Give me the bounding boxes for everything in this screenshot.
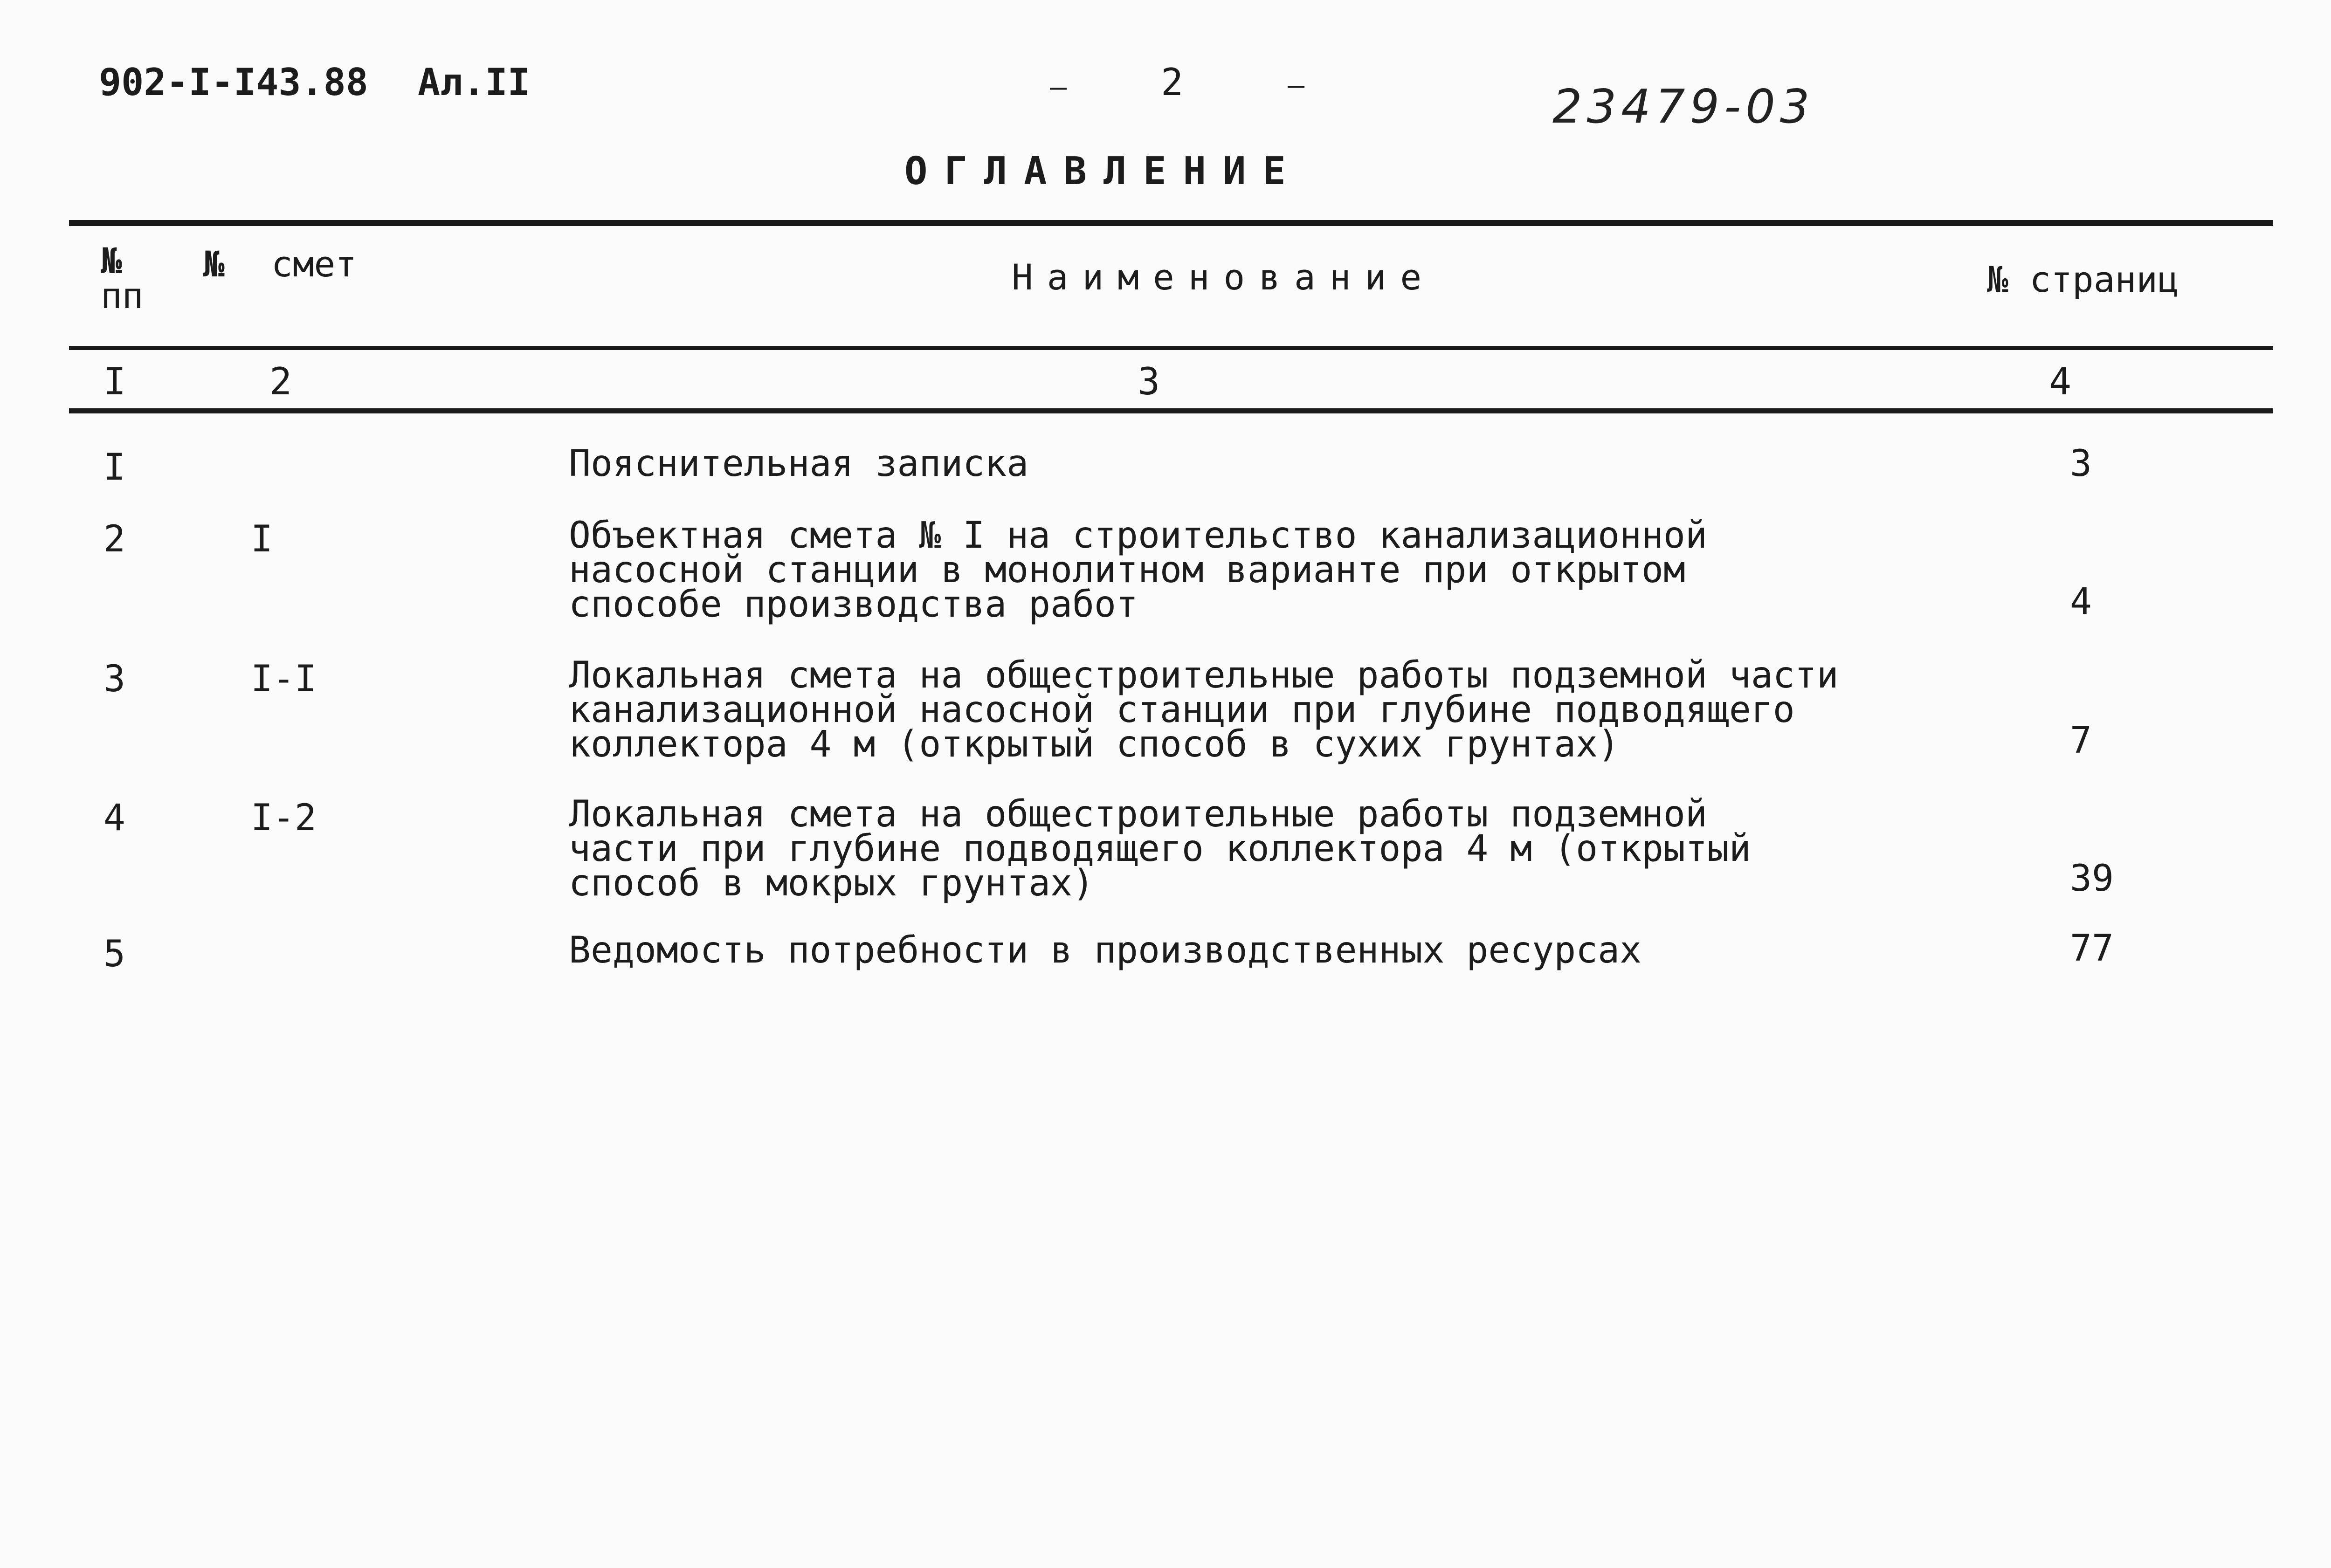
row-1-number: I	[103, 447, 125, 488]
header-name: Наименование	[1012, 256, 1436, 298]
table-top-rule	[69, 220, 2273, 226]
row-3-name: Локальная смета на общестроительные работы подземной части канализационной насосной станции при глубине подводящего коллектора 4 м (открытый способ в сухих грунтах)	[569, 654, 1839, 765]
row-2-name: Объектная смета № I на строительство канализационной насосной станции в монолитном варианте при открытом способе производства работ	[569, 515, 1707, 626]
album-number: Ал.II	[418, 61, 530, 104]
header-row-number-label: пп	[101, 275, 144, 316]
document-code: 902-I-I43.88	[99, 61, 368, 104]
page-number-dash-right: –	[1288, 69, 1305, 102]
row-4-number: 4	[103, 797, 125, 839]
page-number: 2	[1161, 61, 1184, 104]
row-4-estimate: I-2	[251, 797, 317, 839]
header-pages: № страниц	[1987, 259, 2179, 300]
header-row-number-mark: №	[101, 240, 122, 282]
row-4-name: Локальная смета на общестроительные работы подземной части при глубине подводящего коллектора 4 м (открытый способ в мокрых грунтах)	[569, 793, 1751, 904]
handwritten-inventory-number: 23479-03	[1552, 79, 1814, 134]
row-2-page: 4	[2070, 581, 2092, 623]
table-column-number-rule	[69, 408, 2273, 413]
row-2-number: 2	[103, 518, 125, 560]
row-3-page: 7	[2070, 720, 2092, 762]
row-5-name: Ведомость потребности в производственных ресурсах	[569, 929, 1642, 971]
page-title: ОГЛАВЛЕНИЕ	[904, 149, 1303, 193]
header-estimate-label: смет	[271, 243, 357, 285]
row-3-estimate: I-I	[251, 658, 317, 700]
header-estimate-number-mark: №	[203, 243, 225, 285]
row-5-number: 5	[103, 933, 125, 975]
column-number-3: 3	[1138, 360, 1160, 403]
column-number-2: 2	[269, 360, 292, 403]
row-1-name: Пояснительная записка	[569, 443, 1029, 485]
page-number-dash-left: –	[1050, 71, 1067, 103]
row-1-page: 3	[2070, 443, 2092, 485]
row-3-number: 3	[103, 658, 125, 700]
row-4-page: 39	[2070, 858, 2114, 900]
table-header-rule	[69, 346, 2273, 350]
column-number-1: I	[103, 360, 126, 403]
row-5-page: 77	[2070, 928, 2114, 970]
row-2-estimate: I	[251, 518, 273, 560]
column-number-4: 4	[2049, 360, 2072, 403]
